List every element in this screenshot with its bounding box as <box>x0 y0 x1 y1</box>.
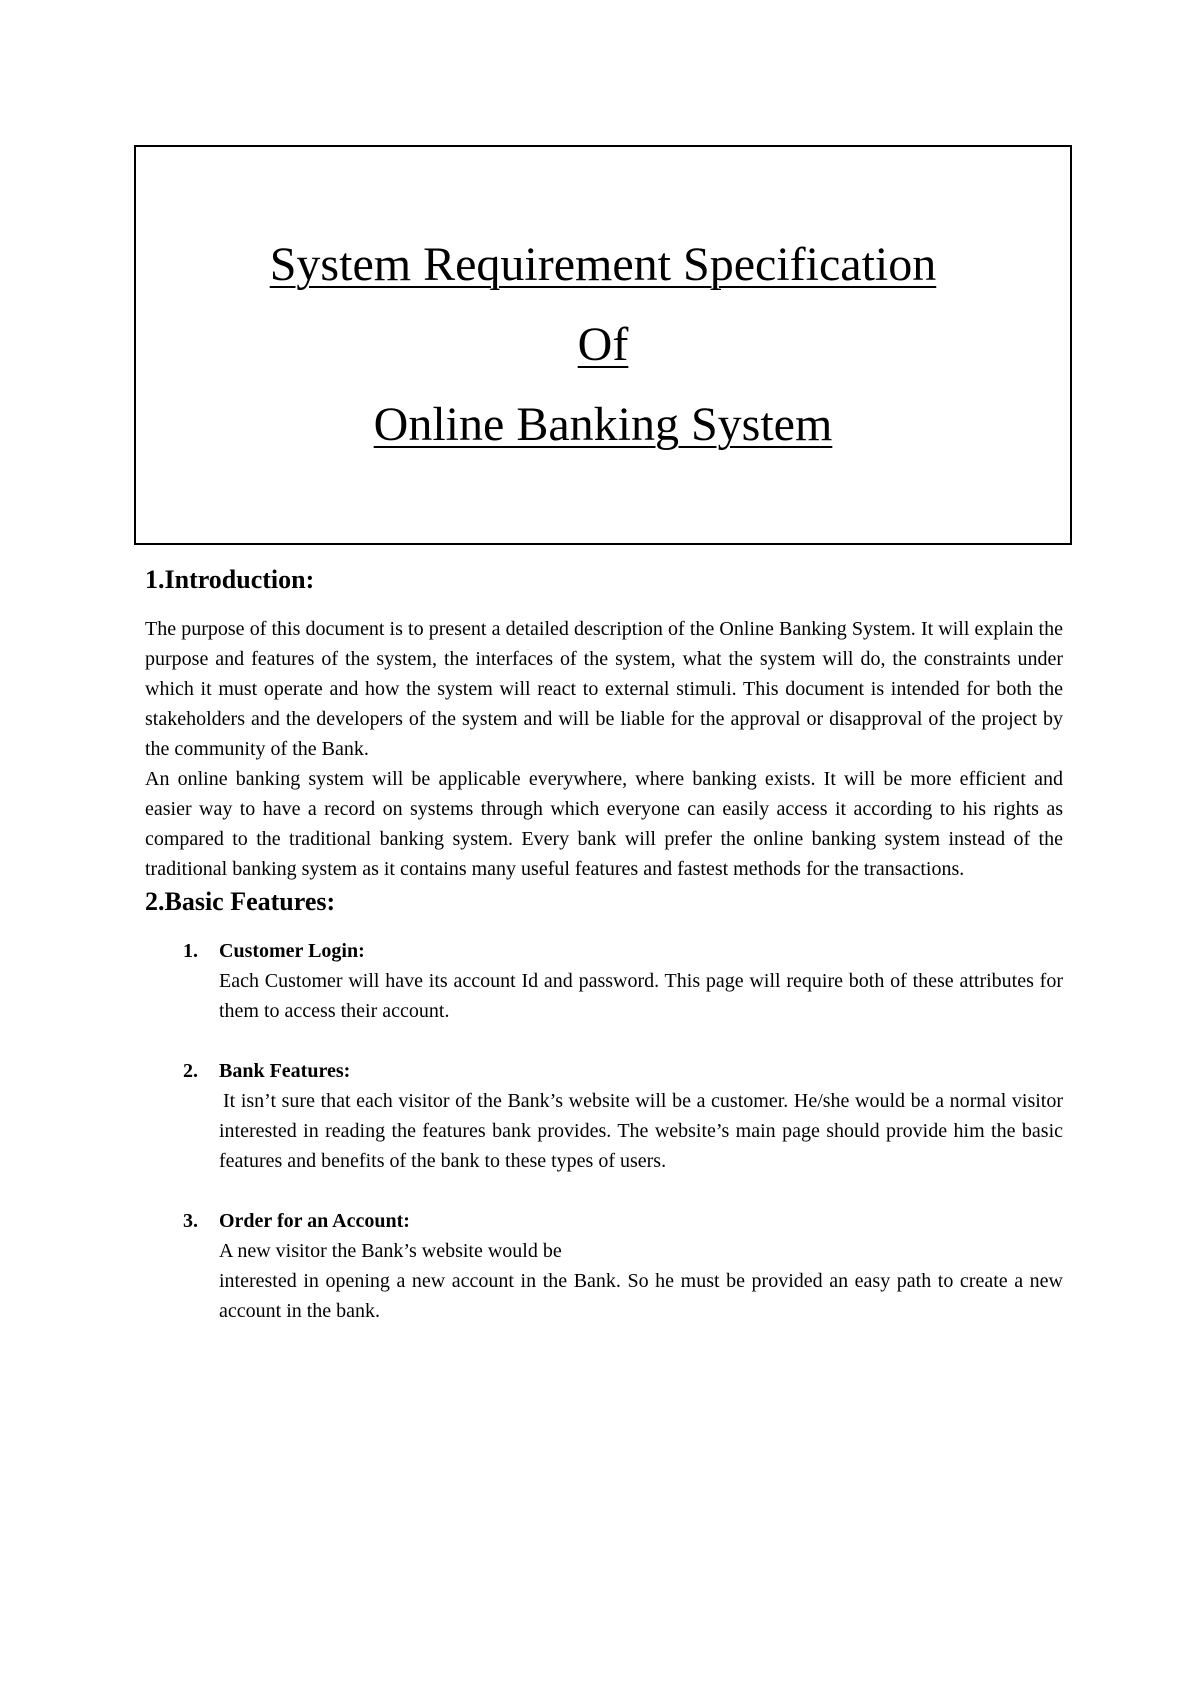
document-title-line-1: System Requirement Specification <box>269 238 937 291</box>
feature-description: Each Customer will have its account Id and password. This page will require both of these attributes for them to access their account. <box>219 970 1063 1022</box>
feature-title: Bank Features: <box>219 1060 351 1082</box>
feature-number: 2. <box>183 1060 198 1082</box>
document-body <box>145 562 1063 1356</box>
feature-title: Order for an Account: <box>219 1210 410 1232</box>
introduction-paragraph-2: An online banking system will be applicable everywhere, where banking exists. It will be more efficient and easier way to have a record on systems through which everyone can easily access it according to his rights as compared to the traditional banking system. Every bank will prefer the online banking system instead of the traditional banking system as it contains many useful features and fastest methods for the transactions. <box>145 768 1063 880</box>
feature-title: Customer Login: <box>219 940 365 962</box>
title-box <box>134 145 1072 545</box>
introduction-paragraph-1: The purpose of this document is to present a detailed description of the Online Banking System. It will explain the purpose and features of the system, the interfaces of the system, what the system will do, the constraints under which it must operate and how the system will react to external stimuli. This document is intended for both the stakeholders and the developers of the system and will be liable for the approval or disapproval of the project by the community of the Bank. <box>145 618 1063 760</box>
basic-features-heading: 2.Basic Features: <box>145 887 336 916</box>
feature-description: It isn’t sure that each visitor of the Bank’s website will be a customer. He/she would be a normal visitor interested in reading the features bank provides. The website’s main page should provide him the basic features and benefits of the bank to these types of users. <box>219 1090 1063 1172</box>
feature-number: 1. <box>183 940 198 962</box>
introduction-heading: 1.Introduction: <box>145 565 315 594</box>
document-title-line-2: Of <box>577 318 629 371</box>
document-title-line-3: Online Banking System <box>373 398 833 451</box>
feature-item-customer-login <box>145 936 1063 1026</box>
feature-item-order-account <box>145 1206 1063 1326</box>
feature-description-line-2: interested in opening a new account in the Bank. So he must be provided an easy path to create a new account in the bank. <box>219 1270 1063 1322</box>
feature-description-line-1: A new visitor the Bank’s website would be <box>219 1240 562 1262</box>
feature-item-bank-features <box>145 1056 1063 1176</box>
features-list <box>145 936 1063 1326</box>
feature-number: 3. <box>183 1210 198 1232</box>
